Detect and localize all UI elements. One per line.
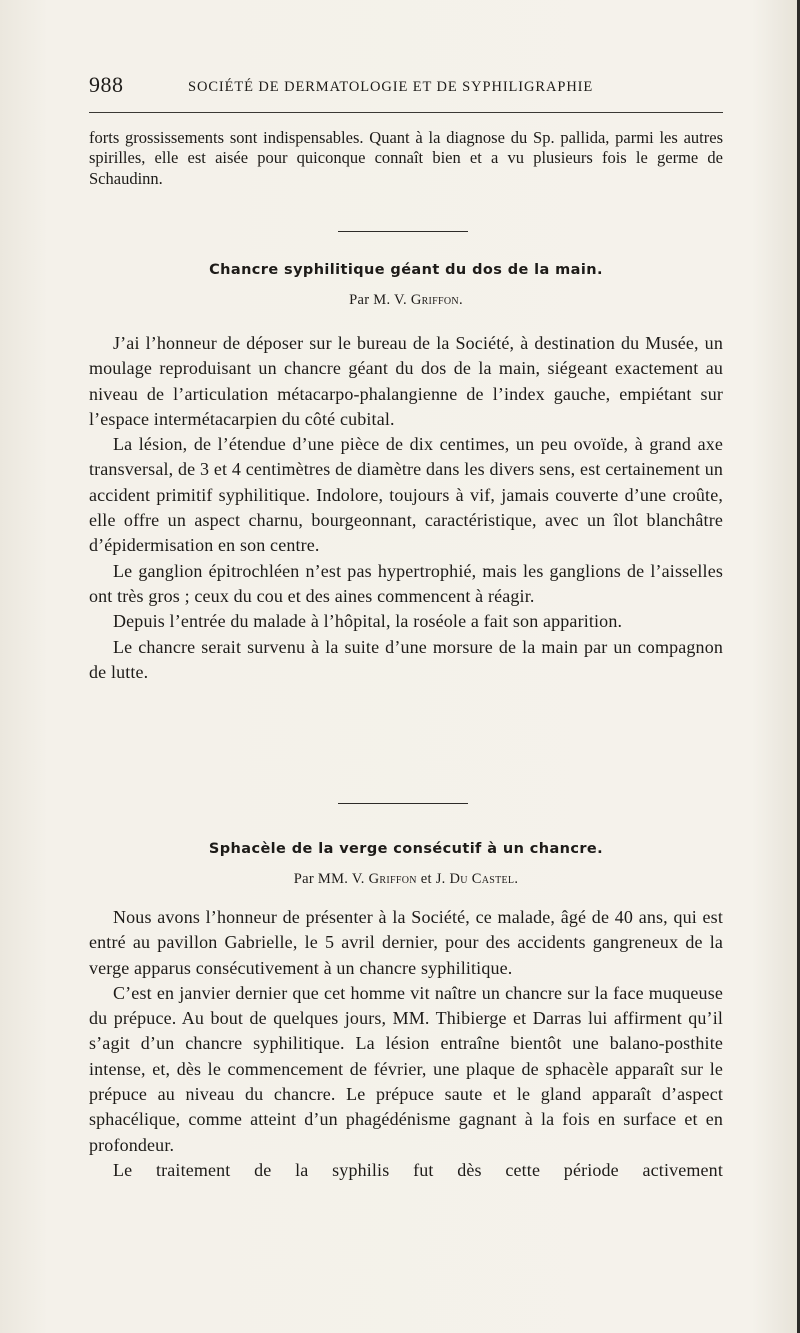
section-divider-1: [338, 231, 468, 232]
section1-paragraph: Le ganglion épitrochléen n’est pas hypertrophié, mais les ganglions de l’aisselles ont très gros ; ceux du cou et des aines commencent à réagir.: [89, 560, 723, 606]
section1-body: [89, 331, 723, 685]
section2-paragraph: C’est en janvier dernier que cet homme vit naître un chancre sur la face muqueuse du prépuce. Au bout de quelques jours, MM. Thibierge et Darras lui affirment qu’il s’agit d’un chancre syphilitique. La lésion entraîne bientôt une balano-posthite intense, et, dès le commencement de février, une plaque de sphacèle apparaît sur le prépuce au niveau du chancre. Le prépuce saute et le gland apparaît d’aspect sphacélique, comme atteint d’un phagédénisme gagnant à la fois en surface et en profondeur.: [89, 982, 723, 1155]
section2-byline-prefix: Par MM. V.: [293, 871, 365, 887]
section2-author-2: Du Castel.: [449, 871, 519, 887]
section1-paragraph: Depuis l’entrée du malade à l’hôpital, la roséole a fait son apparition.: [113, 611, 623, 632]
section2-byline: [89, 871, 723, 888]
section2-author-1: Griffon: [368, 871, 417, 887]
running-head: SOCIÉTÉ DE DERMATOLOGIE ET DE SYPHILIGRAPHIE: [188, 79, 594, 95]
section1-paragraph: Le chancre serait survenu à la suite d’une morsure de la main par un compagnon de lutte.: [89, 636, 723, 682]
section1-title: Chancre syphilitique géant du dos de la main.: [209, 262, 603, 278]
section1-author: Griffon.: [410, 292, 463, 308]
section1-paragraph: La lésion, de l’étendue d’une pièce de dix centimes, un peu ovoïde, à grand axe transversal, de 3 et 4 centimètres de diamètre dans les divers sens, est certainement un accident primitif syphilitique. Indolore, toujours à vif, jamais couverte d’une croûte, elle offre un aspect charnu, bourgeonnant, caractéristique, avec un îlot blanchâtre d’épidermisation en son centre.: [89, 434, 723, 556]
section2-paragraph: Nous avons l’honneur de présenter à la Société, ce malade, âgé de 40 ans, qui est entré au pavillon Gabrielle, le 5 avril dernier, pour des accidents gangreneux de la verge apparus consécutivement à un chancre syphilitique.: [89, 907, 723, 978]
section-divider-2: [338, 803, 468, 804]
section1-byline-prefix: Par M. V.: [349, 292, 407, 308]
section2-body: [89, 905, 723, 1183]
section2-byline-mid: et J.: [420, 871, 446, 887]
intro-paragraph: forts grossissements sont indispensables. Quant à la diagnose du Sp. pallida, parmi les autres spirilles, elle est aisée pour quiconque connaît bien et a vu plusieurs fois le germe de Schaudinn.: [89, 128, 723, 188]
intro-paragraph-block: [89, 128, 723, 189]
section1-byline: [89, 292, 723, 309]
header-rule: [89, 112, 723, 113]
section2-paragraph: Le traitement de la syphilis fut dès cette période activement: [113, 1159, 723, 1180]
section1-paragraph: J’ai l’honneur de déposer sur le bureau de la Société, à destination du Musée, un moulage reproduisant un chancre géant du dos de la main, siégeant exactement au niveau de l’articulation métacarpo-phalangienne de l’index gauche, empiétant sur l’espace intermétacarpien du côté cubital.: [89, 333, 723, 429]
page-header: [89, 72, 723, 106]
page-number: 988: [89, 72, 124, 97]
section2-title: Sphacèle de la verge consécutif à un chancre.: [208, 841, 604, 857]
